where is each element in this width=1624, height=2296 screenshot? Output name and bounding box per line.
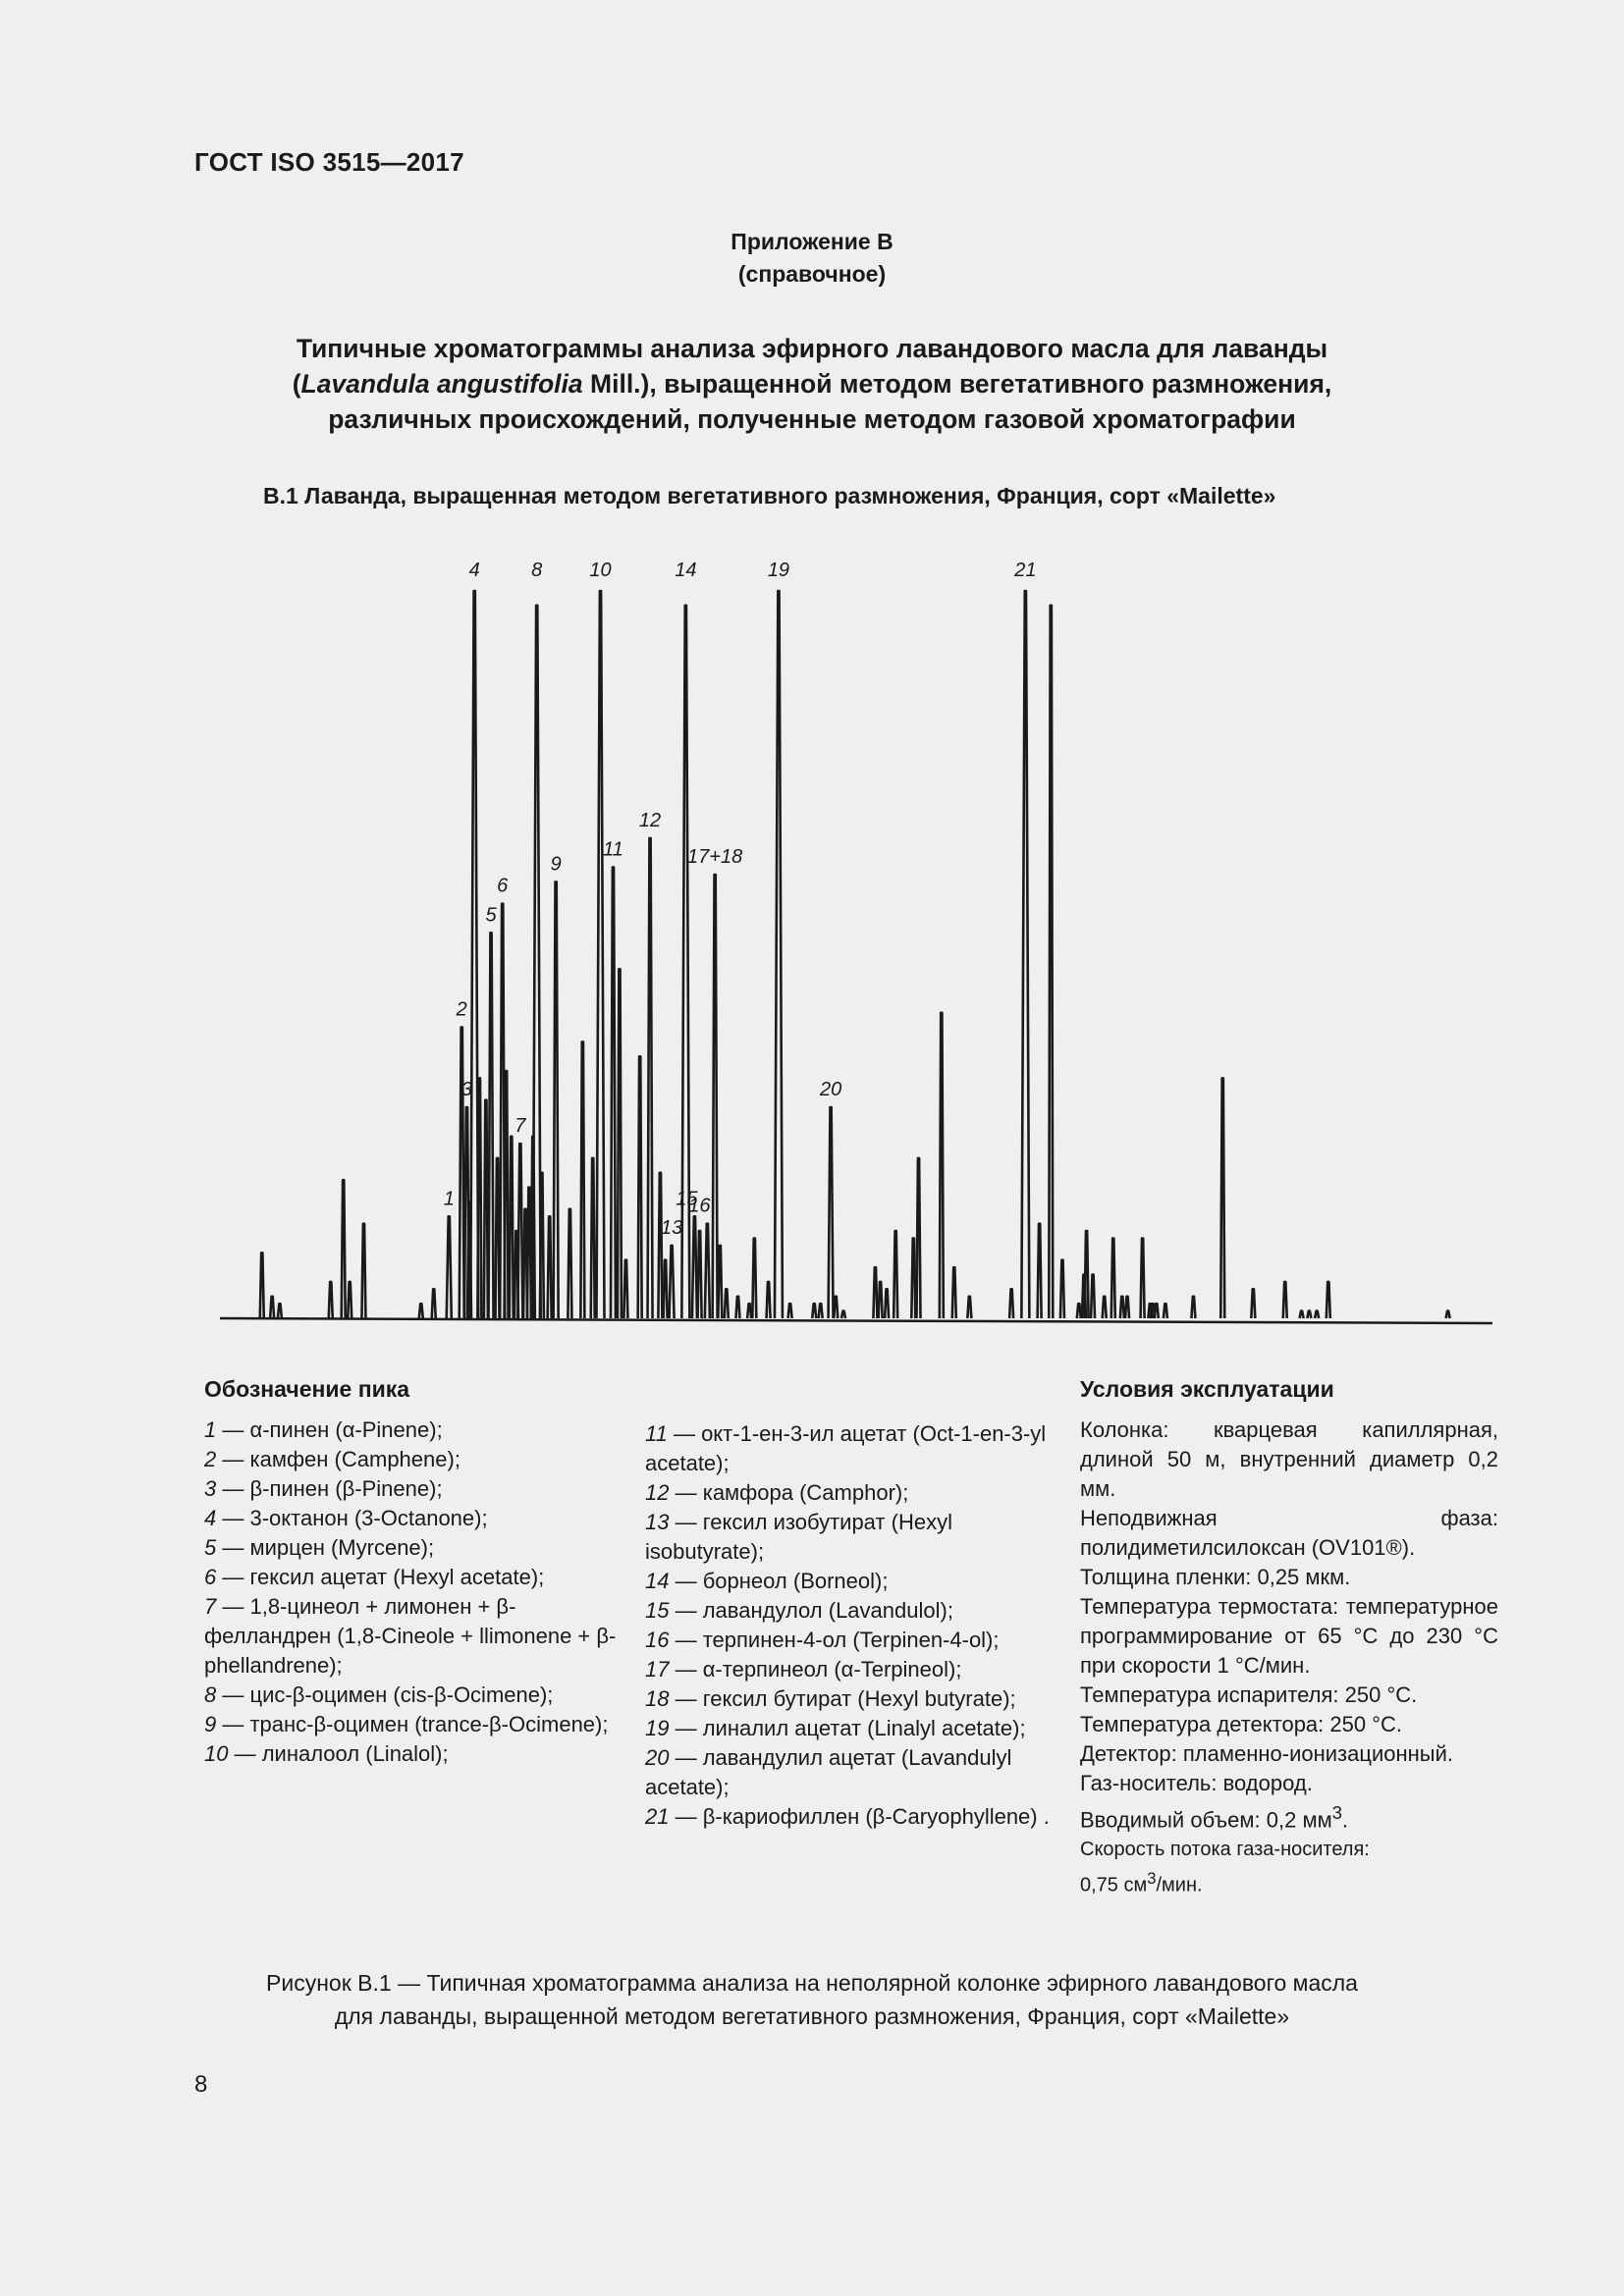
chromatogram-peak: [911, 1238, 915, 1318]
peak-number: 14: [645, 1569, 670, 1593]
chromatogram-peak: [1049, 606, 1053, 1318]
annex-status: (справочное): [737, 261, 887, 287]
chromatogram-peak: [819, 1304, 823, 1318]
peak-number: 2: [204, 1447, 217, 1471]
chromatogram-peak: [548, 1216, 552, 1318]
peak-label: 5: [485, 904, 497, 927]
chromatogram-peak: [342, 1180, 346, 1318]
peak-legend-item: [204, 1533, 626, 1563]
peak-label: 17+18: [687, 845, 743, 868]
peak-legend-item: [645, 1802, 1057, 1832]
chromatogram-peak: [1141, 1238, 1145, 1318]
chromatogram-peak: [484, 1100, 488, 1318]
chromatogram-peak: [893, 1231, 897, 1318]
figure-caption: [0, 1966, 1624, 2033]
peak-legend-item: [204, 1739, 626, 1769]
peak-label: 3: [460, 1079, 472, 1101]
chromatogram-peak: [510, 1137, 514, 1318]
chromatogram-peak-11: [611, 868, 616, 1318]
peak-number: 1: [204, 1417, 217, 1442]
chromatogram-peak: [361, 1224, 365, 1318]
peak-compound: — гексил бутират (Hexyl butyrate);: [669, 1686, 1016, 1711]
peak-label: 11: [603, 838, 623, 861]
peak-compound: — цис-β-оцимен (cis-β-Ocimene);: [216, 1682, 554, 1707]
chromatogram-peak: [1060, 1260, 1064, 1318]
chromatogram-peak: [1300, 1311, 1304, 1318]
figure-caption-line1: Рисунок В.1 — Типичная хроматограмма анализа на неполярной колонке эфирного лавандового масла: [266, 1970, 1358, 1996]
peak-label: 14: [675, 560, 697, 581]
chromatogram-peak: [873, 1267, 877, 1318]
peak-number: 18: [645, 1686, 670, 1711]
peak-legend-item: [645, 1508, 1057, 1567]
chromatogram-peak-6: [500, 904, 505, 1318]
chromatogram-peak-16: [705, 1224, 710, 1318]
chromatogram-peak-7: [517, 1144, 522, 1318]
peak-compound: — β-кариофиллен (β-Caryophyllene) .: [669, 1804, 1050, 1829]
page-number: 8: [194, 2071, 208, 2098]
chromatogram-peak-1: [447, 1216, 452, 1318]
standard-designation: ГОСТ ISO 3515—2017: [194, 147, 464, 177]
peak-compound: — линалоол (Linalol);: [228, 1741, 449, 1766]
peak-label: 9: [550, 853, 562, 876]
condition-flow: Скорость потока газа-носителя: 0,75 $см^3$/мин.: [1080, 1839, 1370, 1896]
peak-compound: — терпинен-4-ол (Terpinen-4-ol);: [669, 1628, 1000, 1652]
conditions-heading: Условия эксплуатации: [1080, 1376, 1334, 1402]
chromatogram-peak-20: [829, 1107, 834, 1318]
peak-compound: — лавандулол (Lavandulol);: [669, 1598, 953, 1623]
condition-item: Температура испарителя: 250 °С.: [1080, 1682, 1418, 1707]
chromatogram-peak-19: [775, 591, 783, 1318]
chromatogram-peak-12: [648, 838, 653, 1318]
condition-item: Колонка: кварцевая капиллярная, длиной 50 м, внутренний диаметр 0,2 мм.: [1080, 1417, 1498, 1501]
chromatogram-peak: [967, 1297, 971, 1318]
chromatogram-peak: [698, 1231, 702, 1318]
species-name: Lavandula angustifolia: [300, 369, 583, 399]
peak-legend-list-2: [645, 1419, 1057, 1832]
peak-legend-item: [204, 1415, 626, 1445]
chromatogram-peak-9: [554, 881, 559, 1318]
peak-number: 15: [645, 1598, 670, 1623]
peak-number: 11: [645, 1421, 668, 1446]
peak-legend-heading: Обозначение пика: [204, 1376, 410, 1402]
chromatogram-peak: [747, 1304, 751, 1318]
condition-item: Детектор: пламенно-ионизационный.: [1080, 1741, 1453, 1766]
chromatogram-peak: [1009, 1289, 1013, 1318]
peak-number: 13: [645, 1510, 670, 1534]
peak-number: 17: [645, 1657, 670, 1682]
peak-label: 4: [468, 560, 480, 581]
peak-legend-item: [645, 1478, 1057, 1508]
chromatogram-peak: [1120, 1297, 1124, 1318]
peak-legend-item: [645, 1714, 1057, 1743]
chromatogram-peak: [1091, 1275, 1095, 1318]
chromatogram-peak: [940, 1013, 944, 1318]
peak-number: 20: [645, 1745, 670, 1770]
chromatogram-peak: [767, 1282, 771, 1318]
chromatogram-peak: [1103, 1297, 1107, 1318]
chromatogram-peak: [1038, 1224, 1042, 1318]
condition-item: Толщина пленки: 0,25 мкм.: [1080, 1565, 1351, 1589]
peak-compound: — α-пинен (α-Pinene);: [216, 1417, 443, 1442]
peak-compound: — β-пинен (β-Pinene);: [216, 1476, 443, 1501]
peak-legend-item: [645, 1567, 1057, 1596]
chromatogram-peak: [329, 1282, 333, 1318]
document-title-line2: (Lavandula angustifolia Mill.), выращенной методом вегетативного размножения,: [292, 369, 1332, 399]
peak-label: 6: [497, 875, 509, 897]
peak-legend-item: [645, 1743, 1057, 1802]
chromatogram-peak: [841, 1311, 845, 1318]
chromatogram-peak: [260, 1253, 264, 1318]
peak-legend-item: [204, 1681, 626, 1710]
chromatogram-peak: [1307, 1311, 1311, 1318]
condition-item: Неподвижная фаза: полидиметилсилоксан (OV101®).: [1080, 1506, 1498, 1560]
chromatogram-peak: [638, 1056, 642, 1318]
chromatogram-peak: [664, 1260, 668, 1318]
annex-title: Приложение В: [731, 229, 893, 254]
chromatogram-peak: [348, 1282, 352, 1318]
peak-label: 13: [660, 1216, 683, 1239]
operating-conditions: [1080, 1374, 1498, 1900]
chromatogram-peak: [879, 1282, 883, 1318]
chromatogram-peak: [752, 1238, 756, 1318]
peak-label: 20: [819, 1079, 842, 1101]
peak-number: 16: [645, 1628, 670, 1652]
chromatogram-peak: [725, 1289, 729, 1318]
chromatogram-peak: [1191, 1297, 1195, 1318]
peak-label: 12: [638, 809, 662, 831]
peak-label: 16: [688, 1195, 711, 1217]
peak-number: 4: [204, 1506, 217, 1530]
peak-number: 10: [204, 1741, 229, 1766]
peak-compound: — 3-октанон (3-Octanone);: [216, 1506, 488, 1530]
chromatogram-peak: [1283, 1282, 1287, 1318]
peak-label: 8: [531, 560, 543, 581]
chromatogram-peak: [496, 1158, 500, 1318]
peak-legend-list-1: [204, 1415, 626, 1769]
chromatogram-peak-17-18: [713, 875, 718, 1318]
chromatogram-peak: [432, 1289, 436, 1318]
chromatogram-peak: [1125, 1297, 1129, 1318]
peak-compound: — лавандулил ацетат (Lavandulyl acetate);: [645, 1745, 1012, 1799]
peak-number: 19: [645, 1716, 670, 1740]
chromatogram-peak: [1315, 1311, 1319, 1318]
peak-number: 7: [204, 1594, 217, 1619]
document-title-line1: Типичные хроматограммы анализа эфирного лавандового масла для лаванды: [296, 334, 1328, 363]
chromatogram-peak-4: [470, 591, 478, 1318]
condition-item: Температура детектора: 250 °С.: [1080, 1712, 1403, 1736]
chromatogram-peak-15: [692, 1216, 697, 1318]
chromatogram-peak: [568, 1209, 571, 1318]
chromatogram-peak-10: [597, 591, 605, 1318]
peak-label: 10: [589, 560, 612, 581]
peak-legend-item: [204, 1504, 626, 1533]
chromatogram-peak: [623, 1260, 627, 1318]
chromatogram-peak: [1220, 1078, 1224, 1318]
chromatogram-peak: [834, 1297, 838, 1318]
chromatogram-peak: [735, 1297, 739, 1318]
peak-number: 21: [645, 1804, 670, 1829]
chromatogram-peak: [270, 1297, 274, 1318]
chromatogram-peak: [952, 1267, 956, 1318]
peak-compound: — гексил изобутират (Hexyl isobutyrate);: [645, 1510, 952, 1564]
peak-legend-item: [645, 1596, 1057, 1626]
peak-legend-item: [645, 1419, 1057, 1478]
chromatogram-peak-21: [1021, 591, 1029, 1318]
peak-compound: — линалил ацетат (Linalyl acetate);: [669, 1716, 1026, 1740]
condition-item: Температура термостата: температурное программирование от 65 °С до 230 °С при скорости 1 °С/мин.: [1080, 1594, 1498, 1678]
chromatogram-peak: [788, 1304, 792, 1318]
chromatogram-peak: [591, 1158, 595, 1318]
peak-number: 6: [204, 1565, 217, 1589]
peak-number: 9: [204, 1712, 217, 1736]
chromatogram-peak: [618, 969, 622, 1318]
peak-legend-item: [645, 1626, 1057, 1655]
peak-compound: — камфора (Camphor);: [669, 1480, 909, 1505]
peak-compound: — α-терпинеол (α-Terpineol);: [669, 1657, 962, 1682]
peak-label: 19: [767, 560, 790, 581]
chromatogram-baseline: [220, 1318, 1492, 1323]
chromatogram-peak: [885, 1289, 889, 1318]
peak-legend-item: [204, 1445, 626, 1474]
peak-number: 12: [645, 1480, 670, 1505]
peak-legend-column-2: [645, 1419, 1057, 1832]
chromatogram-peak: [1164, 1304, 1167, 1318]
peak-legend-item: [204, 1710, 626, 1739]
peak-compound: — мирцен (Myrcene);: [216, 1535, 435, 1560]
chromatogram-peak: [812, 1304, 816, 1318]
section-title: В.1 Лаванда, выращенная методом вегетативного размножения, Франция, сорт «Mailette»: [263, 483, 1276, 508]
chromatogram-peak: [917, 1158, 921, 1318]
peak-legend-item: [204, 1563, 626, 1592]
peak-number: 8: [204, 1682, 217, 1707]
chromatogram-peak: [580, 1041, 584, 1318]
chromatogram-peak: [658, 1173, 662, 1318]
peak-label: 21: [1014, 560, 1037, 581]
peak-legend-item: [204, 1474, 626, 1504]
peak-compound: — камфен (Camphene);: [216, 1447, 460, 1471]
chromatogram-peak: [1251, 1289, 1255, 1318]
peak-legend-column-1: [204, 1374, 626, 1769]
conditions-list: [1080, 1415, 1498, 1798]
peak-label: 15: [676, 1188, 698, 1210]
document-title-line3: различных происхождений, полученные методом газовой хроматографии: [328, 404, 1296, 434]
peak-compound: — борнеол (Borneol);: [669, 1569, 889, 1593]
peak-number: 5: [204, 1535, 217, 1560]
condition-item: Газ-носитель: водород.: [1080, 1771, 1313, 1795]
chromatogram-peak: [718, 1246, 722, 1318]
chromatogram-peak: [1111, 1238, 1115, 1318]
peak-legend-item: [645, 1655, 1057, 1684]
chromatogram-peak-13: [670, 1246, 675, 1318]
peak-label: 2: [456, 998, 467, 1021]
chromatogram-peak: [1077, 1304, 1081, 1318]
chromatogram-peak: [278, 1304, 282, 1318]
peak-compound: — 1,8-цинеол + лимонен + β-фелландрен (1,8-Cineole + llimonene + β-phellandrene);: [204, 1594, 617, 1678]
chromatogram-peak-8: [533, 606, 541, 1318]
chromatogram-peak: [1446, 1311, 1450, 1318]
condition-volume: Вводимый объем: 0,2 $мм^3$.: [1080, 1802, 1349, 1833]
chromatogram-peak: [419, 1304, 423, 1318]
peak-number: 3: [204, 1476, 217, 1501]
peak-legend-item: [204, 1592, 626, 1681]
peak-compound: — гексил ацетат (Hexyl acetate);: [216, 1565, 545, 1589]
peak-label: 1: [443, 1188, 455, 1210]
peak-compound: — окт-1-ен-3-ил ацетат (Oct-1-en-3-yl acetate);: [645, 1421, 1047, 1475]
chromatogram-peak: [1155, 1304, 1159, 1318]
chromatogram-peak-5: [489, 933, 494, 1318]
peak-legend-item: [645, 1684, 1057, 1714]
chromatogram-peak-2: [460, 1028, 464, 1318]
peak-label: 7: [514, 1115, 526, 1138]
chromatogram-peak: [1326, 1282, 1330, 1318]
figure-caption-line2: для лаванды, выращенной методом вегетативного размножения, Франция, сорт «Mailette»: [334, 2003, 1290, 2029]
peak-compound: — транс-β-оцимен (trance-β-Ocimene);: [216, 1712, 609, 1736]
